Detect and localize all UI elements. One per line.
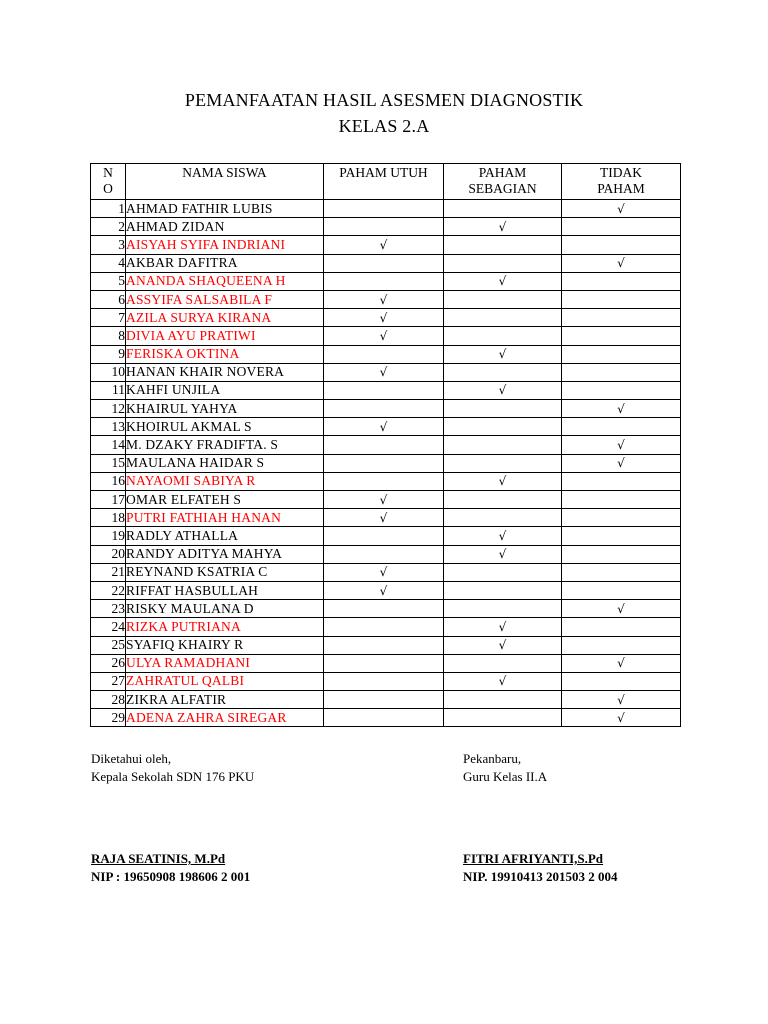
cell-paham-utuh [324,454,444,472]
cell-tidak-paham [562,400,681,418]
cell-paham-sebagian [444,672,562,690]
cell-paham-utuh [324,381,444,399]
row-number: 5 [91,272,126,290]
header-paham-utuh: PAHAM UTUH [324,164,444,200]
signature-block-principal [91,750,254,886]
cell-tidak-paham [562,272,681,290]
signature-right-line2: Guru Kelas II.A [463,769,548,784]
student-name: PUTRI FATHIAH HANAN [126,509,324,527]
row-number: 15 [91,454,126,472]
table-row [91,636,681,654]
cell-paham-utuh [324,509,444,527]
cell-paham-utuh [324,436,444,454]
cell-paham-sebagian [444,272,562,290]
cell-tidak-paham [562,618,681,636]
table-row [91,691,681,709]
student-name: KAHFI UNJILA [126,381,324,399]
row-number: 19 [91,527,126,545]
cell-paham-sebagian [444,654,562,672]
row-number: 21 [91,563,126,581]
checkmark-icon: √ [379,492,388,507]
table-row [91,309,681,327]
student-name: ANANDA SHAQUEENA H [126,272,324,290]
cell-tidak-paham [562,527,681,545]
signature-right-nip: NIP. 19910413 201503 2 004 [463,869,618,884]
cell-paham-sebagian [444,400,562,418]
row-number: 3 [91,236,126,254]
cell-paham-sebagian [444,309,562,327]
checkmark-icon: √ [617,692,625,707]
row-number: 28 [91,691,126,709]
row-number: 9 [91,345,126,363]
table-row [91,509,681,527]
row-number: 7 [91,309,126,327]
cell-paham-sebagian [444,254,562,272]
student-name: HANAN KHAIR NOVERA [126,363,324,381]
row-number: 12 [91,400,126,418]
table-row [91,400,681,418]
assessment-table [90,163,681,727]
cell-paham-utuh [324,636,444,654]
checkmark-icon: √ [498,383,507,398]
signature-left-nip: NIP : 19650908 198606 2 001 [91,869,251,884]
checkmark-icon: √ [498,674,507,689]
checkmark-icon: √ [498,347,507,362]
cell-paham-sebagian [444,472,562,490]
student-name: AHMAD ZIDAN [126,218,324,236]
table-row [91,454,681,472]
cell-tidak-paham [562,381,681,399]
student-name: NAYAOMI SABIYA R [126,472,324,490]
cell-paham-sebagian [444,381,562,399]
row-number: 1 [91,200,126,218]
cell-paham-sebagian [444,327,562,345]
checkmark-icon: √ [498,619,507,634]
cell-tidak-paham [562,200,681,218]
cell-tidak-paham [562,600,681,618]
student-name: AHMAD FATHIR LUBIS [126,200,324,218]
table-row [91,545,681,563]
cell-paham-utuh [324,345,444,363]
cell-paham-sebagian [444,218,562,236]
cell-paham-sebagian [444,527,562,545]
table-row [91,200,681,218]
row-number: 27 [91,672,126,690]
cell-tidak-paham [562,709,681,727]
row-number: 22 [91,581,126,599]
cell-paham-sebagian [444,545,562,563]
row-number: 4 [91,254,126,272]
cell-paham-utuh [324,254,444,272]
row-number: 26 [91,654,126,672]
cell-tidak-paham [562,418,681,436]
table-row [91,381,681,399]
cell-paham-utuh [324,472,444,490]
cell-tidak-paham [562,454,681,472]
cell-tidak-paham [562,509,681,527]
cell-paham-utuh [324,327,444,345]
cell-paham-utuh [324,400,444,418]
checkmark-icon: √ [498,219,507,234]
student-name: RANDY ADITYA MAHYA [126,545,324,563]
table-body [91,200,681,727]
cell-paham-sebagian [444,363,562,381]
cell-paham-utuh [324,272,444,290]
table-row [91,345,681,363]
row-number: 8 [91,327,126,345]
row-number: 20 [91,545,126,563]
row-number: 24 [91,618,126,636]
table-row [91,654,681,672]
row-number: 23 [91,600,126,618]
checkmark-icon: √ [498,638,507,653]
checkmark-icon: √ [379,565,388,580]
table-row [91,418,681,436]
cell-paham-sebagian [444,236,562,254]
cell-paham-utuh [324,200,444,218]
student-name: FERISKA OKTINA [126,345,324,363]
cell-paham-utuh [324,363,444,381]
cell-paham-sebagian [444,618,562,636]
table-row [91,472,681,490]
checkmark-icon: √ [617,201,625,216]
cell-paham-utuh [324,545,444,563]
document-title: PEMANFAATAN HASIL ASESMEN DIAGNOSTIK [184,90,584,110]
cell-paham-sebagian [444,636,562,654]
cell-paham-utuh [324,527,444,545]
cell-tidak-paham [562,436,681,454]
cell-tidak-paham [562,236,681,254]
checkmark-icon: √ [379,292,388,307]
student-name: ADENA ZAHRA SIREGAR [126,709,324,727]
student-name: DIVIA AYU PRATIWI [126,327,324,345]
checkmark-icon: √ [498,274,507,289]
cell-paham-sebagian [444,345,562,363]
checkmark-icon: √ [498,528,507,543]
cell-paham-sebagian [444,581,562,599]
table-row [91,618,681,636]
cell-tidak-paham [562,491,681,509]
student-name: RISKY MAULANA D [126,600,324,618]
cell-tidak-paham [562,563,681,581]
student-name: REYNAND KSATRIA C [126,563,324,581]
header-tidak-paham-line2: PAHAM [597,181,645,196]
checkmark-icon: √ [379,365,388,380]
table-row [91,254,681,272]
cell-paham-utuh [324,654,444,672]
signature-right-name: FITRI AFRIYANTI,S.Pd [463,851,604,866]
header-no [91,164,126,200]
cell-tidak-paham [562,309,681,327]
cell-paham-utuh [324,563,444,581]
row-number: 13 [91,418,126,436]
checkmark-icon: √ [617,438,625,453]
checkmark-icon: √ [617,710,625,725]
table-row [91,272,681,290]
student-name: ULYA RAMADHANI [126,654,324,672]
checkmark-icon: √ [498,547,507,562]
row-number: 18 [91,509,126,527]
cell-paham-sebagian [444,691,562,709]
cell-paham-sebagian [444,454,562,472]
header-no-line2: O [103,181,113,196]
cell-paham-sebagian [444,509,562,527]
signature-left-name: RAJA SEATINIS, M.Pd [91,851,226,866]
cell-tidak-paham [562,218,681,236]
cell-paham-sebagian [444,290,562,308]
student-name: SYAFIQ KHAIRY R [126,636,324,654]
cell-paham-sebagian [444,709,562,727]
header-no-line1: N [103,165,113,180]
table-row [91,290,681,308]
student-name: AISYAH SYIFA INDRIANI [126,236,324,254]
signature-right-line1: Pekanbaru, [463,751,522,766]
checkmark-icon: √ [379,510,388,525]
signature-left-line1: Diketahui oleh, [91,751,172,766]
checkmark-icon: √ [379,419,388,434]
row-number: 14 [91,436,126,454]
row-number: 2 [91,218,126,236]
row-number: 11 [91,381,126,399]
table-row [91,581,681,599]
table-row [91,672,681,690]
cell-paham-utuh [324,218,444,236]
student-name: ZAHRATUL QALBI [126,672,324,690]
cell-paham-utuh [324,672,444,690]
cell-tidak-paham [562,472,681,490]
header-tidak-paham [562,164,681,200]
cell-paham-utuh [324,309,444,327]
table-row [91,563,681,581]
student-name: RIZKA PUTRIANA [126,618,324,636]
header-name: NAMA SISWA [126,164,324,200]
checkmark-icon: √ [617,256,625,271]
checkmark-icon: √ [617,401,625,416]
table-header-row [91,164,681,200]
cell-paham-utuh [324,418,444,436]
cell-tidak-paham [562,672,681,690]
checkmark-icon: √ [379,310,388,325]
table-row [91,436,681,454]
student-name: MAULANA HAIDAR S [126,454,324,472]
student-name: RIFFAT HASBULLAH [126,581,324,599]
signature-block-teacher [463,750,617,886]
student-name: M. DZAKY FRADIFTA. S [126,436,324,454]
cell-tidak-paham [562,327,681,345]
row-number: 16 [91,472,126,490]
cell-paham-utuh [324,236,444,254]
row-number: 17 [91,491,126,509]
table-row [91,218,681,236]
table-row [91,527,681,545]
checkmark-icon: √ [617,601,625,616]
cell-paham-utuh [324,618,444,636]
row-number: 29 [91,709,126,727]
cell-paham-utuh [324,290,444,308]
cell-paham-utuh [324,491,444,509]
cell-paham-sebagian [444,600,562,618]
header-paham-sebagian-line2: SEBAGIAN [468,181,537,196]
checkmark-icon: √ [379,583,388,598]
cell-tidak-paham [562,290,681,308]
table-row [91,363,681,381]
checkmark-icon: √ [617,656,625,671]
cell-tidak-paham [562,363,681,381]
header-paham-sebagian [444,164,562,200]
header-tidak-paham-line1: TIDAK [600,165,642,180]
table-row [91,327,681,345]
student-name: OMAR ELFATEH S [126,491,324,509]
cell-paham-utuh [324,691,444,709]
student-name: ZIKRA ALFATIR [126,691,324,709]
checkmark-icon: √ [617,456,625,471]
document-subtitle: KELAS 2.A [338,116,430,136]
cell-tidak-paham [562,636,681,654]
table-row [91,709,681,727]
student-name: KHOIRUL AKMAL S [126,418,324,436]
student-name: ASSYIFA SALSABILA F [126,290,324,308]
row-number: 25 [91,636,126,654]
cell-paham-sebagian [444,418,562,436]
cell-paham-sebagian [444,200,562,218]
table-row [91,491,681,509]
cell-tidak-paham [562,545,681,563]
cell-tidak-paham [562,581,681,599]
cell-tidak-paham [562,254,681,272]
cell-paham-sebagian [444,491,562,509]
cell-paham-utuh [324,581,444,599]
cell-tidak-paham [562,345,681,363]
cell-paham-utuh [324,600,444,618]
student-name: KHAIRUL YAHYA [126,400,324,418]
header-paham-sebagian-line1: PAHAM [478,165,527,180]
table-row [91,236,681,254]
student-name: AKBAR DAFITRA [126,254,324,272]
cell-paham-utuh [324,709,444,727]
table-row [91,600,681,618]
cell-paham-sebagian [444,563,562,581]
row-number: 10 [91,363,126,381]
student-name: RADLY ATHALLA [126,527,324,545]
row-number: 6 [91,290,126,308]
checkmark-icon: √ [379,328,388,343]
student-name: AZILA SURYA KIRANA [126,309,324,327]
checkmark-icon: √ [379,237,388,252]
cell-tidak-paham [562,691,681,709]
cell-paham-sebagian [444,436,562,454]
checkmark-icon: √ [498,474,507,489]
cell-tidak-paham [562,654,681,672]
signature-left-line2: Kepala Sekolah SDN 176 PKU [91,769,255,784]
